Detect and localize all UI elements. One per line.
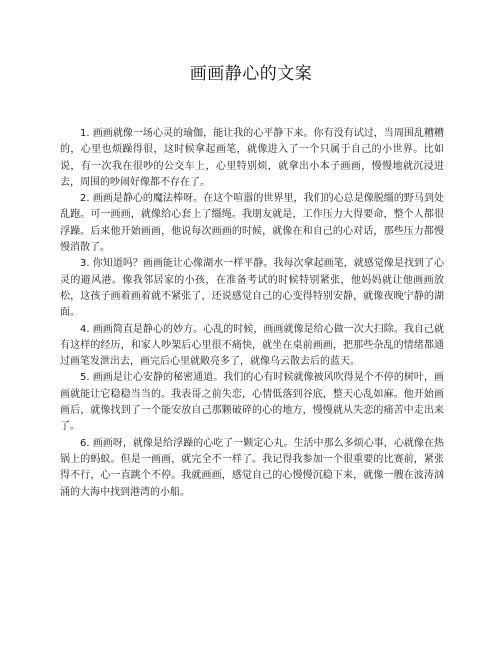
paragraph-1: 1. 画画就像一场心灵的瑜伽，能让我的心平静下来。你有没有试过，当周围乱糟糟的，心里也烦躁得很，这时候拿起画笔，就像进入了一个只属于自己的小世界。比如说，有一次我在很吵的公交车上，心里特别烦，就拿出小本子画画，慢慢地就沉浸进去，周围的吵闹好像都不存在了。	[60, 128, 444, 188]
paragraph-5: 5. 画画是让心安静的秘密通道。我们的心有时候就像被风吹得晃个不停的树叶，画画就能让它稳稳当当的。我表哥之前失恋，心情低落到谷底，整天心乱如麻。他开始画画后，就像找到了一个能安放自己那颗破碎的心的地方，慢慢就从失恋的痛苦中走出来了。	[60, 372, 444, 433]
page-title: 画画静心的文案	[189, 64, 313, 84]
paragraph-4: 4. 画画简直是静心的妙方。心乱的时候，画画就像是给心做一次大扫除。我自己就有这样的经历，和家人吵架后心里很不痛快，就坐在桌前画画，把那些杂乱的情绪都通过画笔发泄出去，画完后心里就敞亮多了，就像乌云散去后的蓝天。	[60, 323, 444, 368]
paragraph-6: 6. 画画呀，就像是给浮躁的心吃了一颗定心丸。生活中那么多烦心事，心就像在热锅上的蚂蚁。但是一画画，就完全不一样了。我记得我参加一个很重要的比赛前，紧张得不行，心一直跳个不停。我就画画，感觉自己的心慢慢沉稳下来，就像一艘在波涛汹涌的大海中找到港湾的小船。	[60, 437, 444, 498]
paragraph-3: 3. 你知道吗？画画能让心像湖水一样平静。我每次拿起画笔，就感觉像是找到了心灵的避风港。像我邻居家的小孩，在准备考试的时候特别紧张，他妈妈就让他画画放松，这孩子画着画着就不紧张了，还说感觉自己的心变得特别安静，就像夜晚宁静的湖面。	[60, 258, 444, 319]
article-body	[60, 126, 444, 501]
paragraph-2: 2. 画画是静心的魔法棒呀。在这个喧嚣的世界里，我们的心总是像脱缰的野马到处乱跑。可一画画，就像给心套上了缰绳。我朋友就是，工作压力大得要命，整个人都很浮躁。后来他开始画画，他说每次画画的时候，就像在和自己的心对话，那些压力都慢慢消散了。	[60, 193, 444, 254]
